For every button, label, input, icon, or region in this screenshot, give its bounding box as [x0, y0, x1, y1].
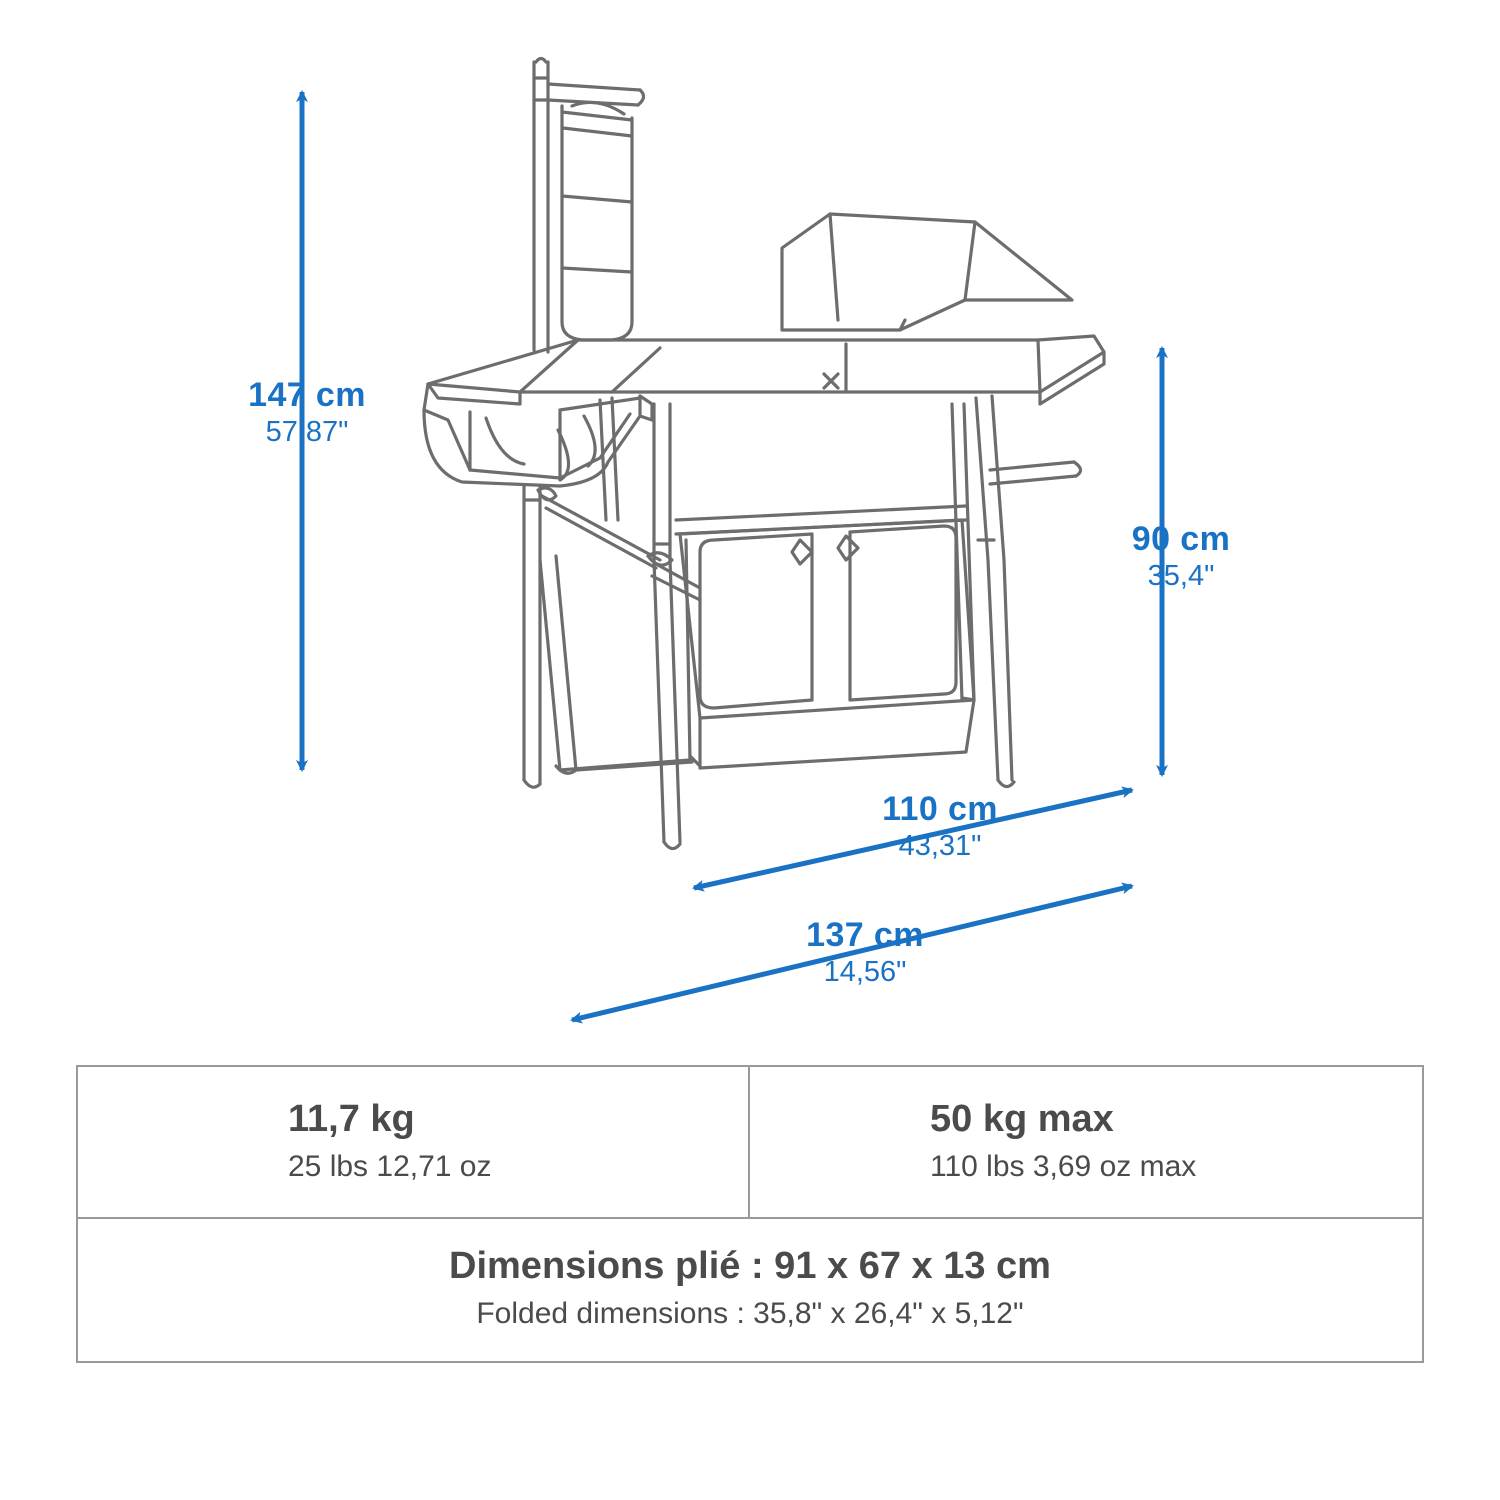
- height-imperial: 57,87": [265, 415, 349, 448]
- width-label: [770, 918, 960, 987]
- spec-row-folded: [78, 1219, 1422, 1361]
- spec-cell-max-load: [750, 1067, 1422, 1217]
- width-imperial: 14,56": [823, 955, 907, 988]
- worktop-height-metric: 90 cm: [1131, 520, 1231, 558]
- height-metric: 147 cm: [248, 376, 366, 414]
- spec-cell-folded: [78, 1219, 1422, 1361]
- depth-metric: 110 cm: [882, 790, 998, 828]
- max-load-imperial: 110 lbs 3,69 oz max: [930, 1149, 1197, 1183]
- depth-imperial: 43,31": [898, 829, 982, 862]
- height-label: [232, 378, 382, 447]
- spec-table: [76, 1065, 1424, 1363]
- folded-dimensions-imperial: Folded dimensions : 35,8" x 26,4" x 5,12": [476, 1296, 1024, 1330]
- weight-imperial: 25 lbs 12,71 oz: [288, 1149, 492, 1183]
- kitchen-unit-illustration: [424, 59, 1104, 849]
- max-load-value: 50 kg max: [930, 1097, 1114, 1140]
- spec-row-weights: [78, 1067, 1422, 1219]
- worktop-height-label: [1106, 522, 1256, 591]
- spec-cell-weight: [78, 1067, 750, 1217]
- worktop-height-imperial: 35,4": [1147, 559, 1215, 592]
- folded-dimensions-value: Dimensions plié : 91 x 67 x 13 cm: [449, 1245, 1051, 1287]
- weight-value: 11,7 kg: [288, 1097, 415, 1140]
- depth-label: [845, 792, 1035, 861]
- width-metric: 137 cm: [806, 916, 924, 954]
- dimension-arrows: [302, 92, 1162, 1020]
